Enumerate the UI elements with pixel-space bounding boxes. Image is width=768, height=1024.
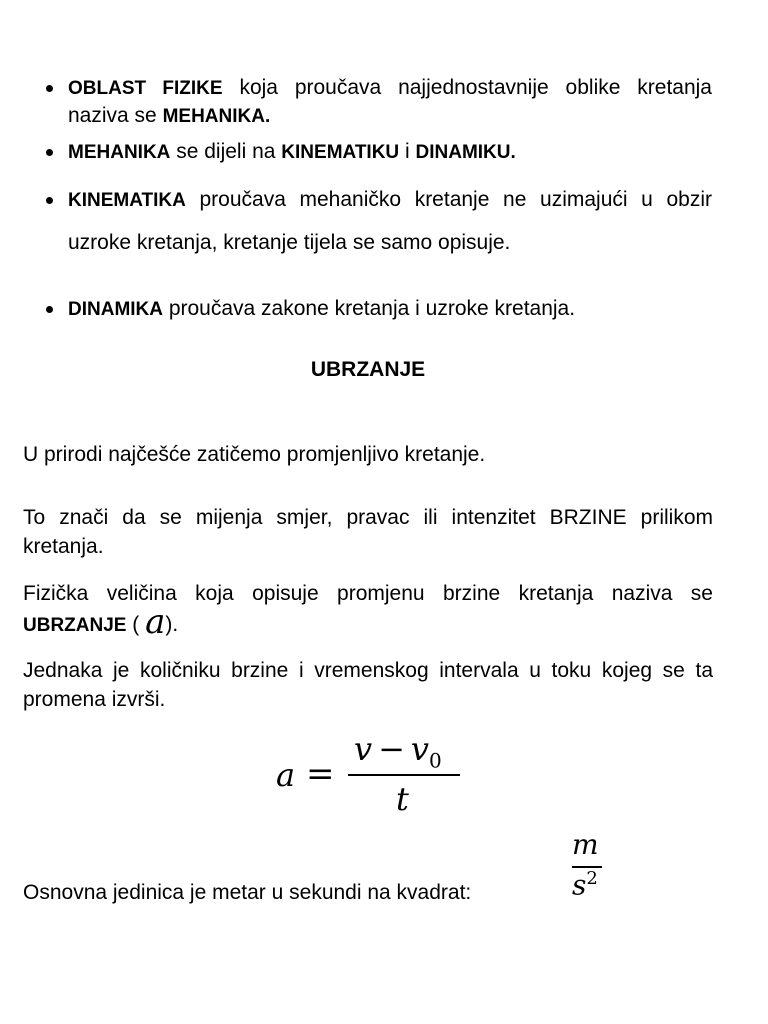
list-item-mehanika <box>40 138 712 166</box>
unit-fraction <box>570 828 606 908</box>
bullet-icon <box>46 149 53 156</box>
formula-numerator <box>354 730 442 772</box>
keyword: MEHANIKA. <box>162 106 271 127</box>
item-text: proučava mehaničko kretanje ne uzimajući u obzir uzroke kretanja, kretanje tijela se samo opisuje. <box>68 188 712 254</box>
item-text: proučava zakone kretanja i uzroke kretanja. <box>163 297 576 320</box>
item-text: i <box>399 140 416 163</box>
paragraph-2: To znači da se mijenja smjer, pravac ili intenzitet BRZINE prilikom kretanja. <box>23 506 713 558</box>
formula-velocity: v <box>354 730 373 768</box>
unit-sentence: Osnovna jedinica je metar u sekundi na kvadrat: <box>23 881 472 904</box>
formula-subscript: 0 <box>428 748 442 773</box>
bullet-icon <box>46 306 53 313</box>
paragraph-3 <box>23 579 713 640</box>
keyword: KINEMATIKU <box>281 142 400 163</box>
keyword: UBRZANJE <box>23 615 127 636</box>
list-item-dinamika <box>40 295 712 323</box>
bullet-icon <box>46 85 53 92</box>
bullet-icon <box>46 197 53 204</box>
unit-denominator-base: s <box>572 868 587 902</box>
paragraph-4: Jednaka je količniku brzine i vremenskog intervala u toku kojeg se ta promena izvrši. <box>23 659 713 711</box>
fraction-bar <box>348 774 460 776</box>
keyword: KINEMATIKA <box>68 190 186 211</box>
keyword: MEHANIKA <box>68 142 171 163</box>
formula-minus: − <box>378 730 405 768</box>
keyword: OBLAST FIZIKE <box>68 78 223 99</box>
item-text: koja proučava najjednostavnije oblike kretanja naziva se <box>68 76 712 127</box>
list-item-kinematika <box>40 179 712 264</box>
paragraph-3-text: Fizička veličina koja opisuje promjenu brzine kretanja naziva se <box>23 582 713 605</box>
keyword: DINAMIKU. <box>415 142 516 163</box>
item-text: se dijeli na <box>170 140 282 163</box>
keyword: DINAMIKA <box>68 299 163 320</box>
acceleration-formula <box>276 732 466 822</box>
acceleration-symbol: a <box>145 602 166 642</box>
paren-open: ( <box>126 613 146 636</box>
formula-initial-velocity: v <box>410 730 429 768</box>
unit-numerator: m <box>572 828 599 861</box>
formula-denominator: t <box>396 780 409 818</box>
section-heading: UBRZANJE <box>310 358 426 381</box>
unit-exponent: 2 <box>586 868 598 889</box>
paragraph-1: U prirodi najčešće zatičemo promjenljivo kretanje. <box>23 443 486 466</box>
unit-denominator <box>572 868 598 901</box>
formula-lhs: a <box>276 756 296 794</box>
list-item-oblast-fizike <box>40 74 712 130</box>
paren-close: ). <box>165 613 179 636</box>
formula-equals: = <box>306 754 335 794</box>
